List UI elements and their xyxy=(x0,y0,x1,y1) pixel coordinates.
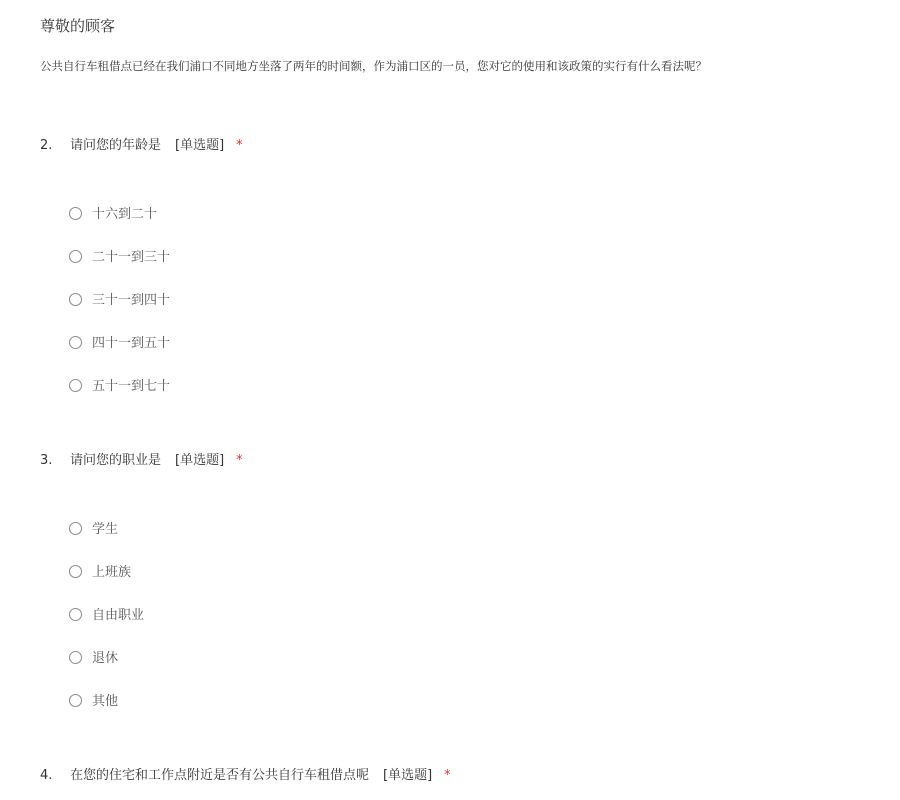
option-label: 上班族 xyxy=(92,565,132,580)
radio-button[interactable] xyxy=(69,336,82,349)
option-other[interactable] xyxy=(69,694,144,737)
option-label: 十六到二十 xyxy=(92,207,158,222)
option-label: 二十一到三十 xyxy=(92,250,171,265)
option-label: 其他 xyxy=(92,694,119,709)
question-2-title xyxy=(40,136,243,156)
option-age-51-70[interactable] xyxy=(69,379,170,422)
required-marker: * xyxy=(444,768,451,783)
option-label: 学生 xyxy=(92,522,119,537)
option-label: 退休 xyxy=(92,651,119,666)
option-age-41-50[interactable] xyxy=(69,336,170,379)
radio-button[interactable] xyxy=(69,379,82,392)
question-text: 在您的住宅和工作点附近是否有公共自行车租借点呢 xyxy=(70,768,370,783)
question-text: 请问您的职业是 xyxy=(70,453,162,468)
radio-button[interactable] xyxy=(69,608,82,621)
radio-button[interactable] xyxy=(69,293,82,306)
survey-greeting: 尊敬的顾客 xyxy=(40,17,116,35)
option-label: 四十一到五十 xyxy=(92,336,171,351)
option-freelance[interactable] xyxy=(69,608,144,651)
radio-button[interactable] xyxy=(69,651,82,664)
option-age-31-40[interactable] xyxy=(69,293,170,336)
radio-button[interactable] xyxy=(69,694,82,707)
required-marker: * xyxy=(236,453,243,468)
required-marker: * xyxy=(236,138,243,153)
question-type: [单选题] xyxy=(175,138,225,153)
option-age-21-30[interactable] xyxy=(69,250,170,293)
option-label: 自由职业 xyxy=(92,608,145,623)
radio-button[interactable] xyxy=(69,522,82,535)
question-number: 2. xyxy=(40,138,53,153)
option-student[interactable] xyxy=(69,522,144,565)
radio-button[interactable] xyxy=(69,565,82,578)
option-label: 三十一到四十 xyxy=(92,293,171,308)
question-number: 3. xyxy=(40,453,53,468)
radio-button[interactable] xyxy=(69,207,82,220)
question-type: [单选题] xyxy=(175,453,225,468)
option-age-16-20[interactable] xyxy=(69,207,170,250)
option-label: 五十一到七十 xyxy=(92,379,171,394)
radio-button[interactable] xyxy=(69,250,82,263)
question-3-options xyxy=(69,522,144,737)
question-number: 4. xyxy=(40,768,53,783)
option-retired[interactable] xyxy=(69,651,144,694)
survey-intro: 公共自行车租借点已经在我们浦口不同地方坐落了两年的时间额，作为浦口区的一员，您对它的使用和该政策的实行有什么看法呢？ xyxy=(40,59,707,73)
question-4-title xyxy=(40,766,451,786)
question-2-options xyxy=(69,207,170,422)
question-type: [单选题] xyxy=(383,768,433,783)
question-text: 请问您的年龄是 xyxy=(70,138,162,153)
option-office-worker[interactable] xyxy=(69,565,144,608)
question-3-title xyxy=(40,451,243,471)
